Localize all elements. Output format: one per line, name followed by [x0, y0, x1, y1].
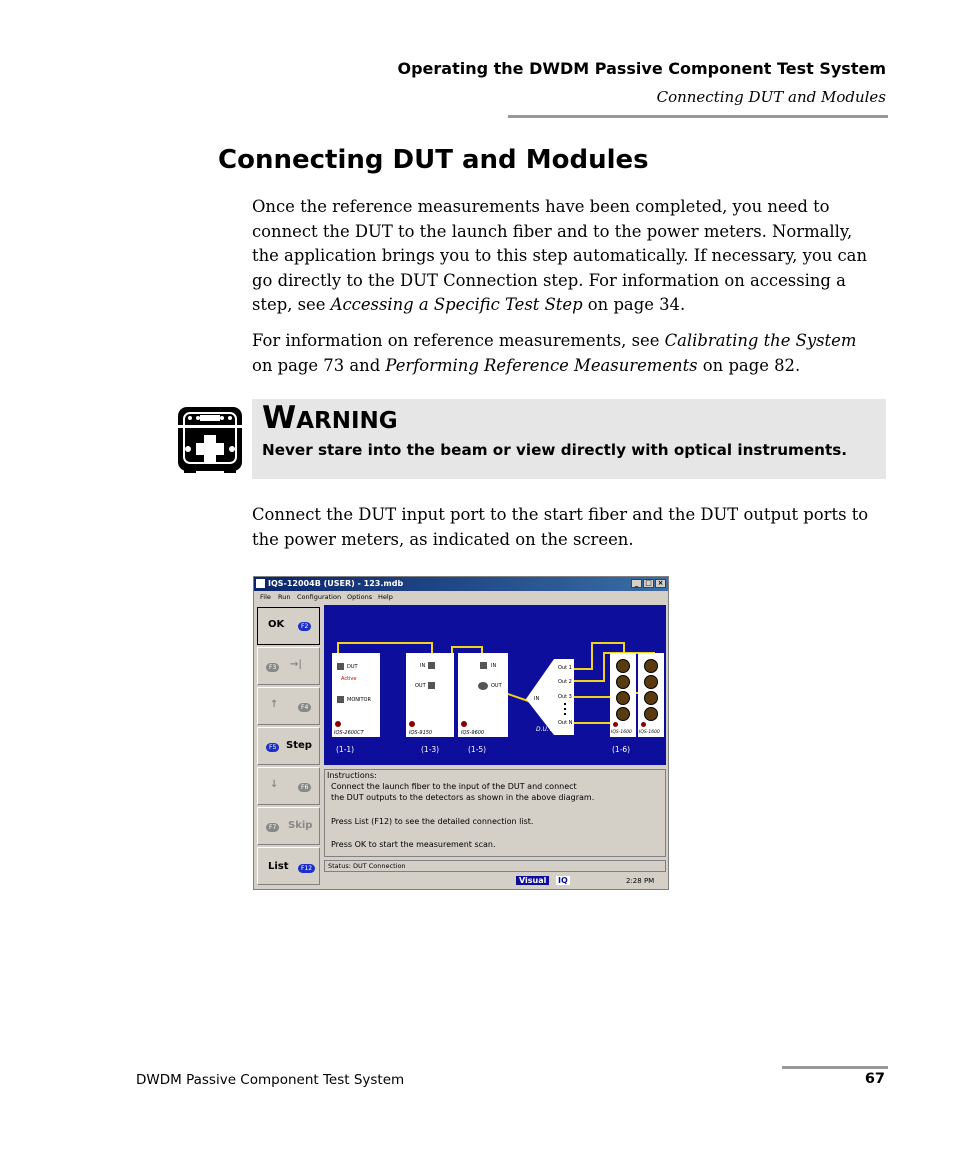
dut-out1-label: Out 1 [558, 665, 572, 671]
slot-label: (1-6) [612, 745, 631, 754]
card1-port1-label: DUT [347, 664, 358, 670]
warning-ambulance-icon [176, 405, 244, 475]
card1-led [335, 721, 341, 727]
detector-card-2 [638, 653, 664, 737]
card1-active-label: Active [341, 676, 357, 682]
card3-port1-label: IN [491, 663, 497, 669]
connection-diagram [324, 605, 666, 765]
card1-port2-label: MONITOR [347, 697, 371, 703]
card2-port2-label: OUT [415, 683, 426, 689]
para1-text1: Once the reference measurements have been completed, you need to connect the DUT to the launch fiber and to the power meters. Normally, the application brings you to this step automatically. If necessary, you can go directly to the DUT Connection step. For information on accessing a step, see [252, 197, 867, 314]
card3-port2-label: OUT [491, 683, 502, 689]
detector2-port-4[interactable] [644, 707, 658, 721]
page-number: 67 [864, 1071, 885, 1087]
link-performing-reference[interactable]: Performing Reference Measurements [385, 355, 698, 375]
clock-time: 2:28 PM [626, 877, 655, 885]
status-bar [324, 860, 666, 872]
dut-outn-label: Out N [558, 720, 573, 726]
running-header-subtitle: Connecting DUT and Modules [656, 88, 886, 106]
detector2-model: IQS-1600 [639, 730, 660, 735]
detector1-port-1[interactable] [616, 659, 630, 673]
list-key-badge: F12 [298, 864, 315, 873]
detector1-port-4[interactable] [616, 707, 630, 721]
switch-module-card [406, 653, 454, 737]
detector1-model: IQS-1600 [611, 730, 632, 735]
detector2-port-2[interactable] [644, 675, 658, 689]
list-button[interactable] [257, 847, 320, 885]
menu-options[interactable]: Options [347, 593, 373, 601]
app-window-icon [256, 579, 265, 588]
card2-model: IQS-9150 [409, 730, 433, 736]
instructions-line-3: Press List (F12) to see the detailed connection list. [331, 817, 534, 826]
down-button[interactable] [257, 767, 320, 805]
skip-button[interactable] [257, 807, 320, 845]
up-key-badge: F4 [298, 703, 311, 712]
instructions-heading: Instructions: [327, 771, 377, 780]
para2-text1: For information on reference measurements, see [252, 331, 665, 350]
warning-title [262, 400, 398, 436]
footer-doc-title: DWDM Passive Component Test System [136, 1072, 405, 1088]
slot-label: (1-5) [468, 745, 487, 754]
detector2-led [641, 722, 646, 727]
card2-led [409, 721, 415, 727]
card3-out-port[interactable] [478, 682, 488, 690]
reference-paragraph [252, 329, 882, 378]
header-rule [508, 115, 888, 118]
card3-model: IQS-9600 [461, 730, 485, 736]
step-key-badge: F5 [266, 743, 279, 752]
monitor-port[interactable] [337, 696, 344, 703]
list-label: List [268, 861, 289, 872]
detector-card-1 [610, 653, 636, 737]
warning-text: Never stare into the beam or view directly with optical instruments. [262, 441, 848, 459]
step-label: Step [286, 740, 312, 751]
menu-file[interactable]: File [260, 593, 271, 601]
dut-in-label: IN [534, 696, 540, 702]
detector1-port-3[interactable] [616, 691, 630, 705]
instructions-line-2: the DUT outputs to the detectors as shown in the above diagram. [331, 793, 595, 802]
ok-button[interactable] [257, 607, 320, 645]
up-button[interactable] [257, 687, 320, 725]
dut-out3-label: Out 3 [558, 694, 572, 700]
source-module-card [332, 653, 380, 737]
skip-key-badge: F7 [266, 823, 279, 832]
detector1-port-2[interactable] [616, 675, 630, 689]
card2-in-port[interactable] [428, 662, 435, 669]
ok-label: OK [268, 619, 285, 630]
app-titlebar [254, 577, 668, 591]
detector1-led [613, 722, 618, 727]
para2-text3: on page 82. [697, 355, 801, 375]
menu-run[interactable]: Run [278, 593, 291, 601]
footer-rule [782, 1066, 888, 1069]
detector2-port-1[interactable] [644, 659, 658, 673]
visual-iq-logo-part2: IQ [558, 876, 568, 885]
app-screenshot-window [253, 576, 669, 890]
app-menubar [254, 591, 668, 603]
close-button[interactable]: × [655, 579, 666, 588]
step-button[interactable] [257, 727, 320, 765]
menu-help[interactable]: Help [378, 593, 393, 601]
link-accessing-test-step[interactable]: Accessing a Specific Test Step [330, 295, 583, 314]
instructions-line-1: Connect the launch fiber to the input of the DUT and connect [331, 782, 577, 791]
slot-label: (1-1) [336, 745, 355, 754]
polarization-module-card [458, 653, 508, 737]
down-arrow-icon: ↓ [270, 779, 279, 790]
dut-out2-label: Out 2 [558, 679, 572, 685]
instructions-line-4: Press OK to start the measurement scan. [331, 840, 496, 849]
section-title: Connecting DUT and Modules [218, 145, 649, 175]
card1-model: IQS-2600CT [334, 730, 364, 736]
jump-end-icon: →| [290, 659, 303, 670]
jump-key-badge: F3 [266, 663, 279, 672]
down-key-badge: F6 [298, 783, 311, 792]
instructions-panel [324, 769, 666, 857]
dut-ellipsis-dots [564, 703, 566, 717]
connect-paragraph: Connect the DUT input port to the start fiber and the DUT output ports to the power meters, as indicated on the screen. [252, 505, 869, 549]
visual-iq-logo-part1: Visual [516, 876, 549, 885]
running-header-title: Operating the DWDM Passive Component Test System [397, 59, 886, 78]
up-arrow-icon: ↑ [270, 699, 279, 710]
app-window-title: IQS-12004B (USER) - 123.mdb [268, 579, 404, 588]
minimize-button[interactable]: _ [631, 579, 642, 588]
slot-label: (1-3) [421, 745, 440, 754]
para2-text2: on page 73 and [252, 355, 386, 375]
card3-in-port[interactable] [480, 662, 487, 669]
intro-paragraph [252, 195, 882, 318]
status-text: Status: DUT Connection [328, 862, 406, 870]
card3-led [461, 721, 467, 727]
detector2-port-3[interactable] [644, 691, 658, 705]
maximize-button[interactable]: □ [643, 579, 654, 588]
skip-label: Skip [288, 820, 313, 831]
warning-title-initial: W [262, 400, 297, 436]
jump-end-button[interactable] [257, 647, 320, 685]
menu-configuration[interactable]: Configuration [297, 593, 342, 601]
dut-label: D.U.T. [536, 726, 554, 733]
link-calibrating-system[interactable]: Calibrating the System [664, 331, 857, 350]
bottom-bar [324, 875, 666, 888]
para1-text2: on page 34. [582, 295, 686, 314]
dut-port[interactable] [337, 663, 344, 670]
warning-title-rest: ARNING [296, 408, 398, 434]
card2-port1-label: IN [420, 663, 426, 669]
ok-key-badge: F2 [298, 622, 311, 631]
card2-out-port[interactable] [428, 682, 435, 689]
